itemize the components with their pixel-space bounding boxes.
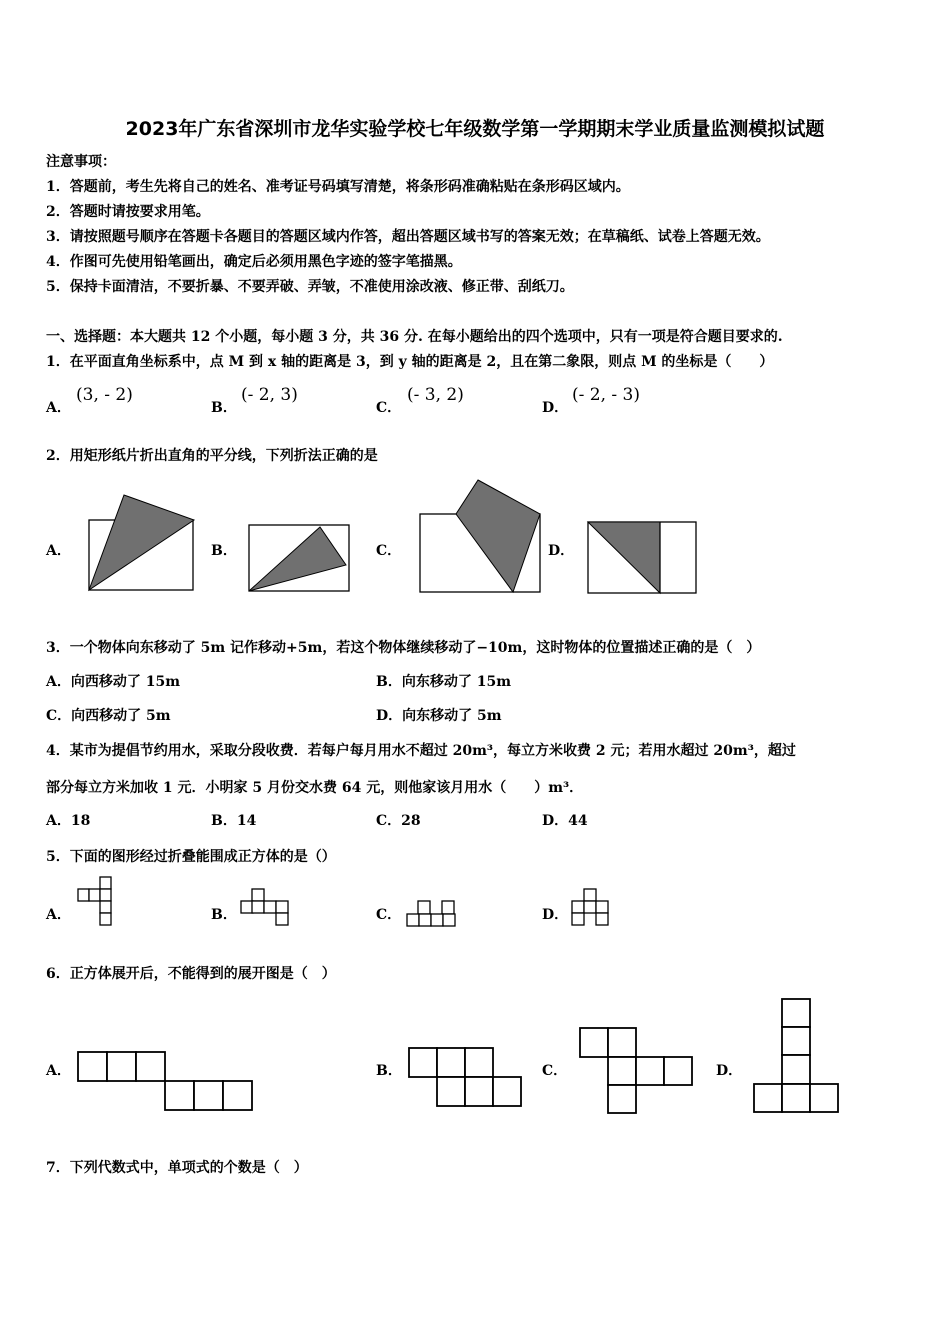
q1-option-a: (3, - 2) [76, 385, 133, 405]
q4-stem-line2: 部分每立方米加收 1 元．小明家 5 月份交水费 64 元，则他家该月用水（ ）m³． [46, 780, 584, 796]
q2-label-c: C． [376, 543, 402, 559]
q1-label-b: B． [211, 400, 237, 416]
q2-label-a: A． [46, 543, 71, 559]
notice-item-1: 1．答题前，考生先将自己的姓名、准考证号码填写清楚，将条形码准确粘贴在条形码区域内。 [46, 179, 630, 195]
q2-figure-b [248, 524, 352, 594]
q5-stem: 5．下面的图形经过折叠能围成正方体的是（） [46, 849, 336, 865]
q4-option-d: D．44 [542, 813, 588, 829]
q5-label-d: D． [542, 907, 569, 923]
q1-stem: 1．在平面直角坐标系中，点 M 到 x 轴的距离是 3，到 y 轴的距离是 2，且在第二象限，则点 M 的坐标是（ ） [46, 354, 774, 370]
q4-option-a: A．18 [46, 813, 91, 829]
notice-item-2: 2．答题时请按要求用笔。 [46, 204, 210, 220]
q6-stem: 6．正方体展开后，不能得到的展开图是（ ） [46, 966, 336, 982]
q5-net-a [76, 876, 116, 928]
q4-option-b: B．14 [211, 813, 257, 829]
q6-net-b [407, 1046, 525, 1108]
notice-item-4: 4．作图可先使用铅笔画出，确定后必须用黑色字迹的签字笔描黑。 [46, 254, 462, 270]
q2-figure-d [587, 521, 699, 595]
q3-stem: 3．一个物体向东移动了 5m 记作移动+5m，若这个物体继续移动了−10m，这时物体的位置描述正确的是（ ） [46, 640, 761, 656]
q1-label-d: D． [542, 400, 569, 416]
q1-option-d: (- 2, - 3) [572, 385, 640, 405]
q5-net-c [406, 900, 462, 928]
q6-label-c: C． [542, 1063, 568, 1079]
q2-figure-c [418, 478, 544, 594]
q1-label-c: C． [376, 400, 402, 416]
q4-option-c: C．28 [376, 813, 421, 829]
notice-heading: 注意事项： [46, 154, 116, 170]
q6-net-c [578, 1026, 696, 1116]
q1-label-a: A． [46, 400, 71, 416]
q3-option-c: C．向西移动了 5m [46, 708, 171, 724]
q5-net-b [240, 888, 294, 928]
q1-option-c: (- 3, 2) [407, 385, 464, 405]
section-heading: 一、选择题：本大题共 12 个小题，每小题 3 分，共 36 分. 在每小题给出的四个选项中，只有一项是符合题目要求的. [46, 329, 783, 345]
q5-label-a: A． [46, 907, 71, 923]
q4-stem-line1: 4．某市为提倡节约用水，采取分段收费．若每户每月用水不超过 20m³，每立方米收费 2 元；若用水超过 20m³，超过 [46, 743, 796, 759]
q1-option-b: (- 2, 3) [241, 385, 298, 405]
q5-label-b: B． [211, 907, 237, 923]
q6-label-b: B． [376, 1063, 402, 1079]
page-title: 2023年广东省深圳市龙华实验学校七年级数学第一学期期末学业质量监测模拟试题 [125, 118, 825, 140]
q3-option-d: D．向东移动了 5m [376, 708, 502, 724]
notice-item-3: 3．请按照题号顺序在答题卡各题目的答题区域内作答，超出答题区域书写的答案无效；在草稿纸、试卷上答题无效。 [46, 229, 770, 245]
q2-stem: 2．用矩形纸片折出直角的平分线，下列折法正确的是 [46, 448, 378, 464]
q6-net-d [752, 997, 842, 1115]
q5-net-d [571, 888, 613, 928]
q5-label-c: C． [376, 907, 402, 923]
q2-label-b: B． [211, 543, 237, 559]
q2-label-d: D． [548, 543, 575, 559]
q6-label-a: A． [46, 1063, 71, 1079]
q6-label-d: D． [716, 1063, 743, 1079]
q6-net-a [76, 1050, 254, 1112]
q2-figure-a [88, 493, 198, 593]
q3-option-a: A．向西移动了 15m [46, 674, 181, 690]
q3-option-b: B．向东移动了 15m [376, 674, 512, 690]
q7-stem: 7．下列代数式中，单项式的个数是（ ） [46, 1160, 308, 1176]
notice-item-5: 5．保持卡面清洁，不要折暴、不要弄破、弄皱，不准使用涂改液、修正带、刮纸刀。 [46, 279, 574, 295]
